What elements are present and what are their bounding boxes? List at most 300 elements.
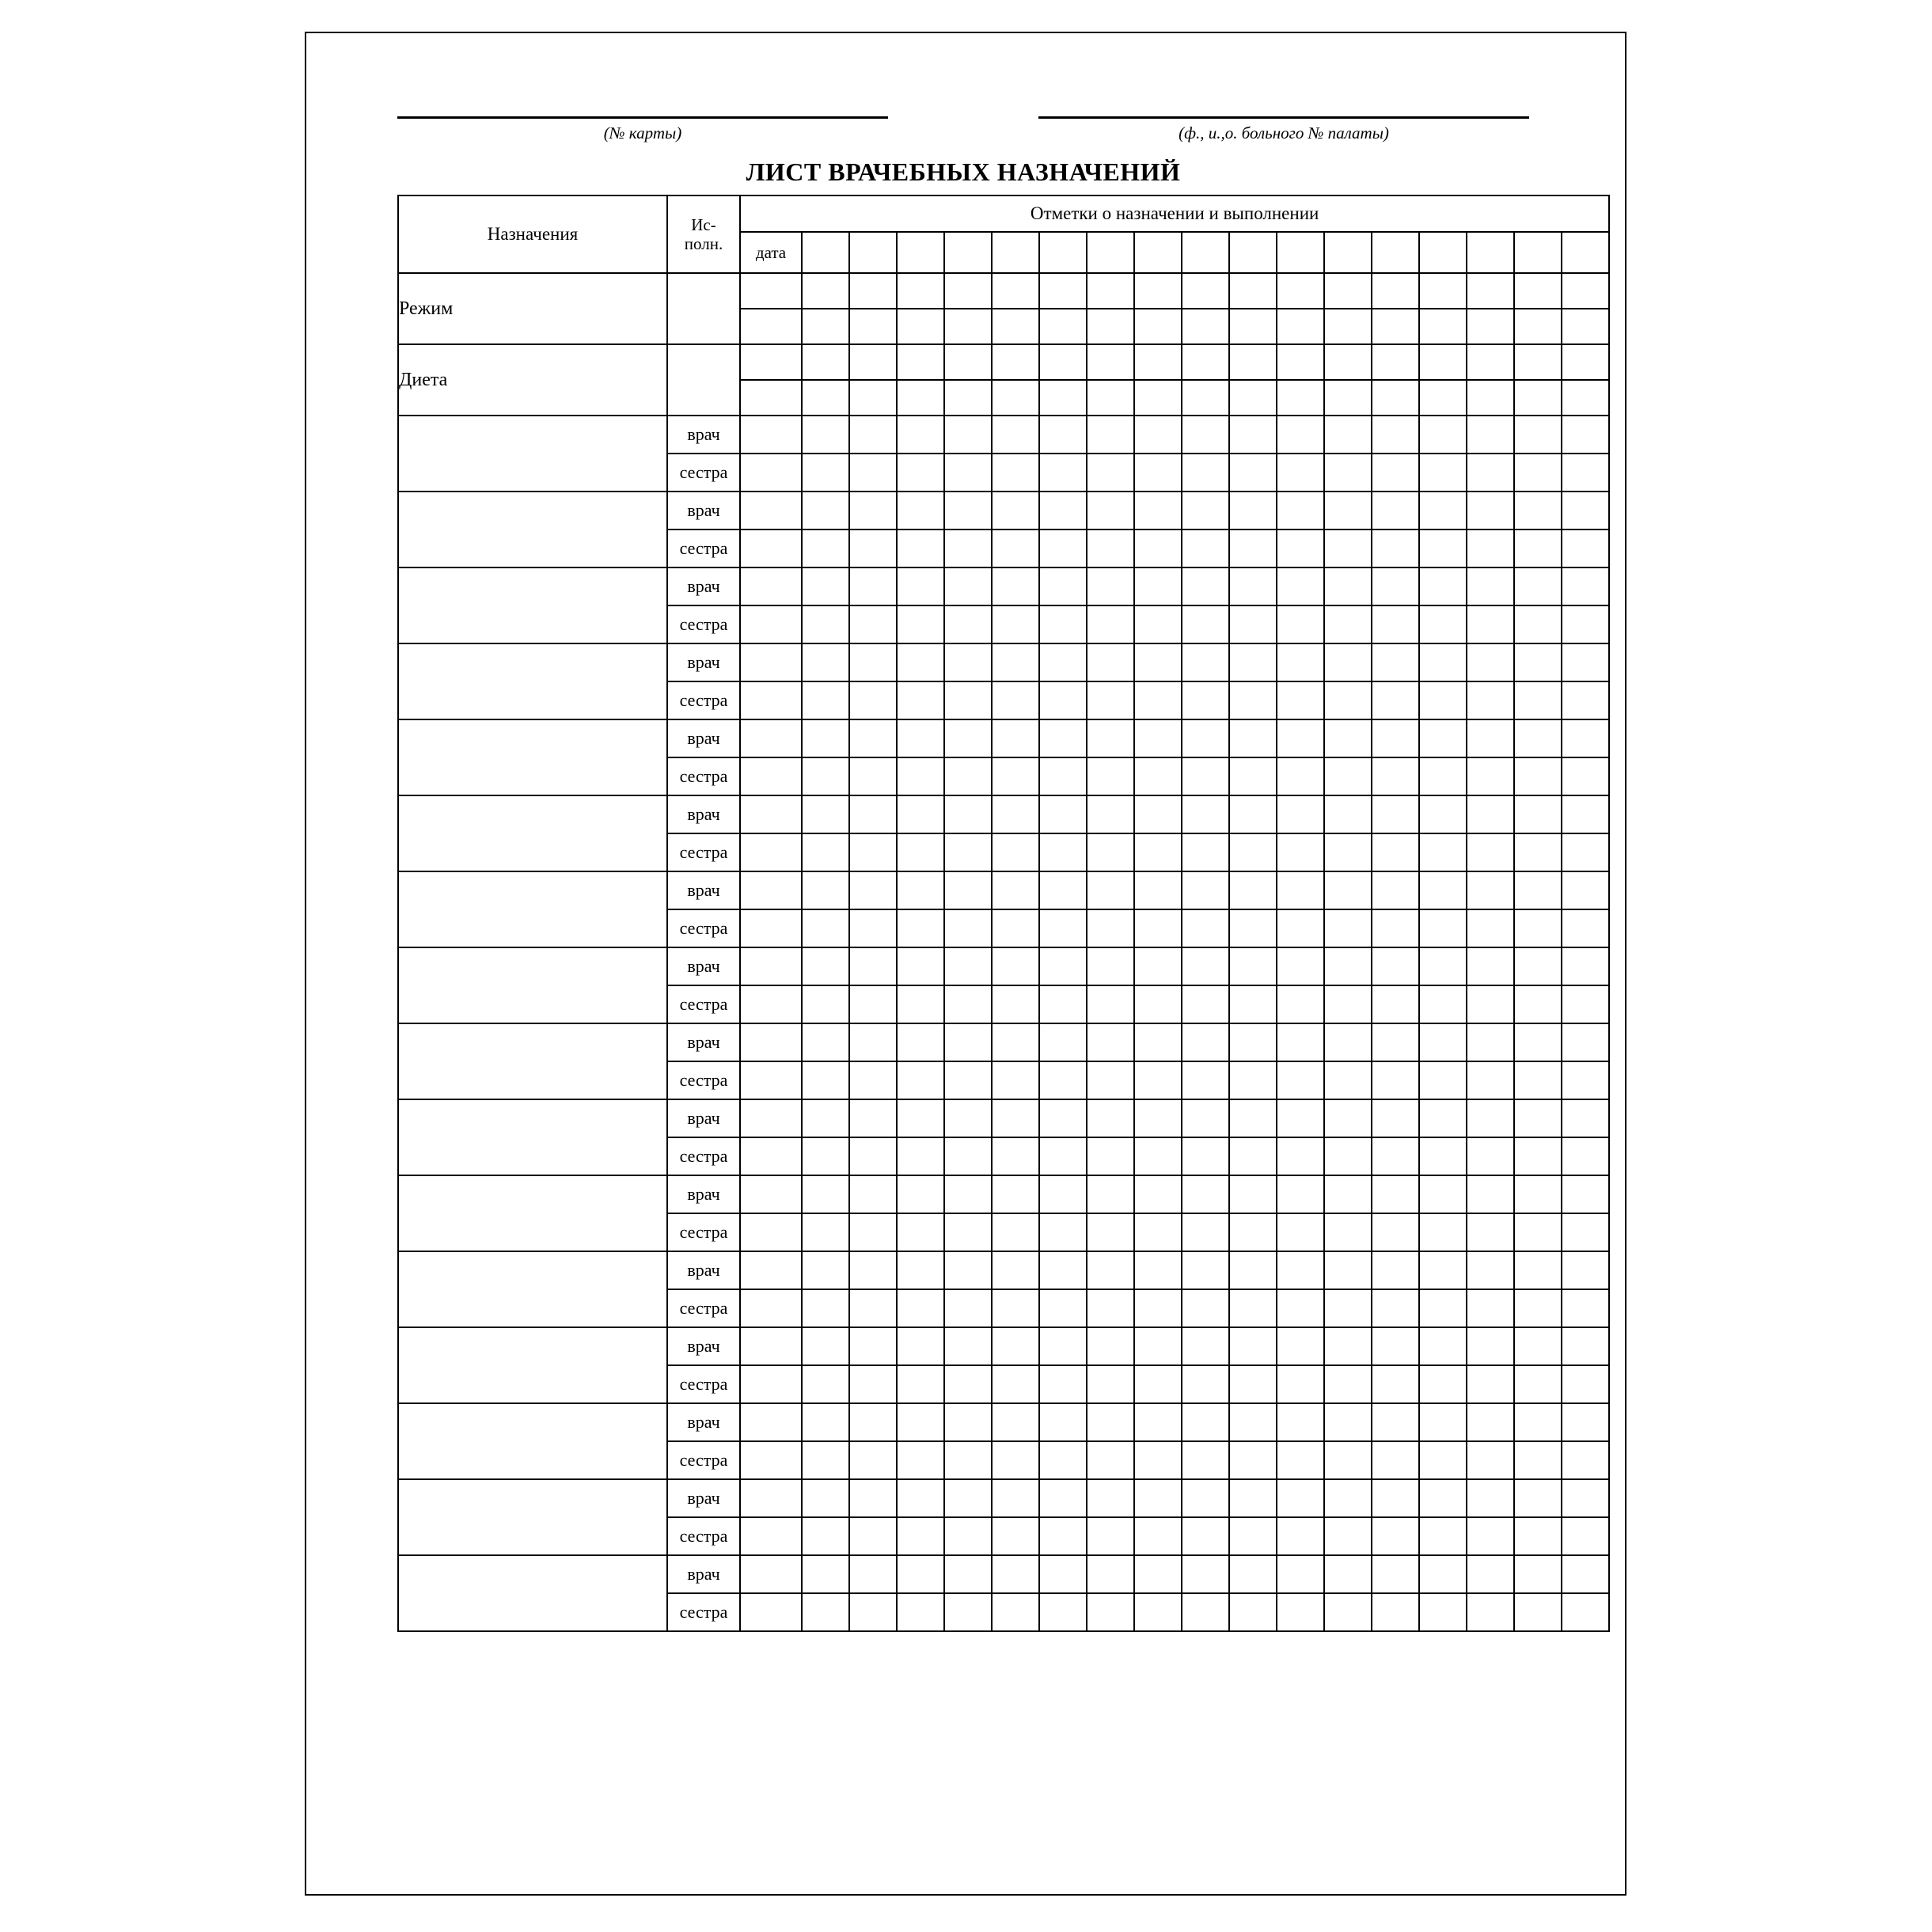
- grid-cell[interactable]: [944, 985, 992, 1023]
- grid-cell[interactable]: [849, 795, 897, 833]
- grid-cell[interactable]: [1134, 1023, 1182, 1061]
- grid-cell[interactable]: [944, 1403, 992, 1441]
- grid-cell[interactable]: [1087, 1327, 1134, 1365]
- prescription-label-cell[interactable]: [398, 947, 667, 985]
- grid-cell[interactable]: [849, 1555, 897, 1593]
- grid-cell[interactable]: [849, 1479, 897, 1517]
- grid-cell[interactable]: [1087, 1365, 1134, 1403]
- grid-cell[interactable]: [802, 529, 849, 567]
- date-cell[interactable]: [740, 1365, 802, 1403]
- grid-cell[interactable]: [992, 795, 1039, 833]
- grid-cell[interactable]: [1277, 273, 1324, 309]
- grid-cell[interactable]: [1039, 833, 1087, 871]
- grid-cell[interactable]: [849, 719, 897, 757]
- grid-cell[interactable]: [897, 1327, 944, 1365]
- grid-cell[interactable]: [992, 1593, 1039, 1631]
- grid-cell[interactable]: [1277, 454, 1324, 492]
- grid-cell[interactable]: [944, 1555, 992, 1593]
- grid-cell[interactable]: [1039, 795, 1087, 833]
- grid-cell[interactable]: [1039, 1099, 1087, 1137]
- grid-cell[interactable]: [1182, 757, 1229, 795]
- prescription-label-cell[interactable]: [398, 1023, 667, 1061]
- card-number-input-line[interactable]: [397, 116, 888, 119]
- prescription-label-cell-continued[interactable]: [398, 1441, 667, 1479]
- grid-cell[interactable]: [1039, 643, 1087, 681]
- grid-cell[interactable]: [1277, 1555, 1324, 1593]
- grid-cell[interactable]: [849, 529, 897, 567]
- prescription-label-cell-continued[interactable]: [398, 1517, 667, 1555]
- grid-cell[interactable]: [1372, 871, 1419, 909]
- date-header-cell[interactable]: [944, 232, 992, 273]
- prescription-label-cell-continued[interactable]: [398, 1137, 667, 1175]
- grid-cell[interactable]: [1134, 871, 1182, 909]
- grid-cell[interactable]: [1372, 1593, 1419, 1631]
- grid-cell[interactable]: [1419, 344, 1467, 380]
- grid-cell[interactable]: [1182, 344, 1229, 380]
- grid-cell[interactable]: [992, 529, 1039, 567]
- ispoln-cell[interactable]: [667, 344, 740, 416]
- grid-cell[interactable]: [944, 1327, 992, 1365]
- grid-cell[interactable]: [1324, 454, 1372, 492]
- grid-cell[interactable]: [1419, 492, 1467, 529]
- grid-cell[interactable]: [1514, 681, 1562, 719]
- grid-cell[interactable]: [1182, 795, 1229, 833]
- grid-cell[interactable]: [1419, 643, 1467, 681]
- grid-cell[interactable]: [1087, 1061, 1134, 1099]
- grid-cell[interactable]: [944, 1593, 992, 1631]
- grid-cell[interactable]: [1562, 1213, 1609, 1251]
- grid-cell[interactable]: [1134, 1555, 1182, 1593]
- grid-cell[interactable]: [849, 1403, 897, 1441]
- date-cell[interactable]: [740, 1517, 802, 1555]
- grid-cell[interactable]: [1324, 719, 1372, 757]
- grid-cell[interactable]: [802, 1023, 849, 1061]
- grid-cell[interactable]: [1324, 871, 1372, 909]
- grid-cell[interactable]: [1467, 947, 1514, 985]
- grid-cell[interactable]: [944, 309, 992, 344]
- grid-cell[interactable]: [1562, 380, 1609, 416]
- grid-cell[interactable]: [1229, 416, 1277, 454]
- grid-cell[interactable]: [802, 1213, 849, 1251]
- grid-cell[interactable]: [1514, 1479, 1562, 1517]
- grid-cell[interactable]: [1372, 454, 1419, 492]
- grid-cell[interactable]: [1229, 1327, 1277, 1365]
- prescription-label-cell[interactable]: [398, 416, 667, 454]
- grid-cell[interactable]: [944, 795, 992, 833]
- grid-cell[interactable]: [1182, 643, 1229, 681]
- grid-cell[interactable]: [1419, 719, 1467, 757]
- grid-cell[interactable]: [1229, 1593, 1277, 1631]
- grid-cell[interactable]: [1134, 380, 1182, 416]
- grid-cell[interactable]: [1372, 1555, 1419, 1593]
- grid-cell[interactable]: [1467, 492, 1514, 529]
- grid-cell[interactable]: [944, 1289, 992, 1327]
- grid-cell[interactable]: [1039, 681, 1087, 719]
- grid-cell[interactable]: [897, 1213, 944, 1251]
- grid-cell[interactable]: [1419, 1479, 1467, 1517]
- date-cell[interactable]: [740, 1593, 802, 1631]
- grid-cell[interactable]: [1134, 795, 1182, 833]
- grid-cell[interactable]: [1182, 719, 1229, 757]
- grid-cell[interactable]: [1134, 273, 1182, 309]
- grid-cell[interactable]: [897, 529, 944, 567]
- grid-cell[interactable]: [992, 1175, 1039, 1213]
- grid-cell[interactable]: [1182, 1517, 1229, 1555]
- grid-cell[interactable]: [1419, 1175, 1467, 1213]
- grid-cell[interactable]: [897, 1479, 944, 1517]
- grid-cell[interactable]: [1562, 909, 1609, 947]
- grid-cell[interactable]: [1419, 380, 1467, 416]
- grid-cell[interactable]: [849, 681, 897, 719]
- grid-cell[interactable]: [1562, 1441, 1609, 1479]
- date-header-cell[interactable]: [1039, 232, 1087, 273]
- prescription-label-cell[interactable]: [398, 719, 667, 757]
- grid-cell[interactable]: [802, 1099, 849, 1137]
- grid-cell[interactable]: [849, 947, 897, 985]
- grid-cell[interactable]: [1182, 309, 1229, 344]
- grid-cell[interactable]: [802, 947, 849, 985]
- prescription-label-cell[interactable]: [398, 1479, 667, 1517]
- grid-cell[interactable]: [992, 1327, 1039, 1365]
- date-header-cell[interactable]: [1182, 232, 1229, 273]
- grid-cell[interactable]: [849, 1593, 897, 1631]
- grid-cell[interactable]: [1562, 1099, 1609, 1137]
- grid-cell[interactable]: [1277, 605, 1324, 643]
- grid-cell[interactable]: [1514, 416, 1562, 454]
- grid-cell[interactable]: [1514, 567, 1562, 605]
- prescription-label-cell-continued[interactable]: [398, 909, 667, 947]
- date-cell[interactable]: [740, 1099, 802, 1137]
- grid-cell[interactable]: [992, 380, 1039, 416]
- grid-cell[interactable]: [1277, 1593, 1324, 1631]
- grid-cell[interactable]: [1562, 529, 1609, 567]
- grid-cell[interactable]: [1467, 643, 1514, 681]
- grid-cell[interactable]: [1467, 1289, 1514, 1327]
- grid-cell[interactable]: [1372, 719, 1419, 757]
- grid-cell[interactable]: [1467, 757, 1514, 795]
- grid-cell[interactable]: [1087, 833, 1134, 871]
- date-header-cell[interactable]: [1087, 232, 1134, 273]
- date-cell[interactable]: [740, 833, 802, 871]
- date-header-cell[interactable]: [1467, 232, 1514, 273]
- grid-cell[interactable]: [1467, 1213, 1514, 1251]
- grid-cell[interactable]: [1467, 344, 1514, 380]
- grid-cell[interactable]: [1324, 1555, 1372, 1593]
- grid-cell[interactable]: [1277, 643, 1324, 681]
- prescription-label-cell[interactable]: [398, 643, 667, 681]
- grid-cell[interactable]: [1277, 1213, 1324, 1251]
- grid-cell[interactable]: [1467, 1441, 1514, 1479]
- grid-cell[interactable]: [1087, 1479, 1134, 1517]
- grid-cell[interactable]: [1562, 1175, 1609, 1213]
- grid-cell[interactable]: [1467, 1327, 1514, 1365]
- grid-cell[interactable]: [1277, 909, 1324, 947]
- grid-cell[interactable]: [1372, 1403, 1419, 1441]
- grid-cell[interactable]: [1562, 567, 1609, 605]
- grid-cell[interactable]: [1514, 380, 1562, 416]
- grid-cell[interactable]: [897, 344, 944, 380]
- prescription-label-cell-continued[interactable]: [398, 454, 667, 492]
- grid-cell[interactable]: [1324, 681, 1372, 719]
- grid-cell[interactable]: [1562, 1251, 1609, 1289]
- grid-cell[interactable]: [1277, 567, 1324, 605]
- grid-cell[interactable]: [992, 871, 1039, 909]
- grid-cell[interactable]: [1087, 1289, 1134, 1327]
- date-cell[interactable]: [740, 1175, 802, 1213]
- grid-cell[interactable]: [1372, 1137, 1419, 1175]
- grid-cell[interactable]: [849, 1099, 897, 1137]
- grid-cell[interactable]: [1372, 380, 1419, 416]
- grid-cell[interactable]: [992, 567, 1039, 605]
- grid-cell[interactable]: [1324, 1441, 1372, 1479]
- grid-cell[interactable]: [1229, 985, 1277, 1023]
- date-cell[interactable]: [740, 344, 802, 380]
- grid-cell[interactable]: [944, 833, 992, 871]
- date-header-cell[interactable]: [1419, 232, 1467, 273]
- grid-cell[interactable]: [1134, 1061, 1182, 1099]
- grid-cell[interactable]: [1562, 1023, 1609, 1061]
- grid-cell[interactable]: [1039, 380, 1087, 416]
- grid-cell[interactable]: [849, 416, 897, 454]
- grid-cell[interactable]: [897, 947, 944, 985]
- grid-cell[interactable]: [1467, 416, 1514, 454]
- date-cell[interactable]: [740, 605, 802, 643]
- grid-cell[interactable]: [1277, 1137, 1324, 1175]
- grid-cell[interactable]: [1562, 643, 1609, 681]
- grid-cell[interactable]: [944, 1251, 992, 1289]
- grid-cell[interactable]: [1562, 273, 1609, 309]
- grid-cell[interactable]: [944, 1365, 992, 1403]
- grid-cell[interactable]: [944, 1479, 992, 1517]
- grid-cell[interactable]: [897, 909, 944, 947]
- grid-cell[interactable]: [992, 416, 1039, 454]
- grid-cell[interactable]: [1514, 605, 1562, 643]
- grid-cell[interactable]: [1277, 947, 1324, 985]
- grid-cell[interactable]: [1324, 605, 1372, 643]
- grid-cell[interactable]: [1134, 416, 1182, 454]
- grid-cell[interactable]: [1134, 909, 1182, 947]
- grid-cell[interactable]: [897, 1289, 944, 1327]
- grid-cell[interactable]: [1324, 1175, 1372, 1213]
- grid-cell[interactable]: [1324, 344, 1372, 380]
- grid-cell[interactable]: [1229, 643, 1277, 681]
- grid-cell[interactable]: [1467, 909, 1514, 947]
- grid-cell[interactable]: [1324, 795, 1372, 833]
- patient-name-input-line[interactable]: [1038, 116, 1529, 119]
- grid-cell[interactable]: [1467, 605, 1514, 643]
- grid-cell[interactable]: [1372, 985, 1419, 1023]
- grid-cell[interactable]: [1039, 1175, 1087, 1213]
- grid-cell[interactable]: [1514, 1061, 1562, 1099]
- grid-cell[interactable]: [1229, 833, 1277, 871]
- grid-cell[interactable]: [1277, 1365, 1324, 1403]
- grid-cell[interactable]: [1372, 529, 1419, 567]
- grid-cell[interactable]: [1562, 1403, 1609, 1441]
- grid-cell[interactable]: [992, 1099, 1039, 1137]
- grid-cell[interactable]: [1324, 947, 1372, 985]
- grid-cell[interactable]: [1419, 273, 1467, 309]
- grid-cell[interactable]: [944, 681, 992, 719]
- grid-cell[interactable]: [802, 1061, 849, 1099]
- date-header-cell[interactable]: [897, 232, 944, 273]
- grid-cell[interactable]: [1419, 1099, 1467, 1137]
- grid-cell[interactable]: [1039, 719, 1087, 757]
- grid-cell[interactable]: [1134, 567, 1182, 605]
- grid-cell[interactable]: [1562, 1365, 1609, 1403]
- grid-cell[interactable]: [1419, 1289, 1467, 1327]
- grid-cell[interactable]: [1182, 1213, 1229, 1251]
- grid-cell[interactable]: [992, 1061, 1039, 1099]
- grid-cell[interactable]: [1562, 344, 1609, 380]
- grid-cell[interactable]: [1277, 1175, 1324, 1213]
- grid-cell[interactable]: [802, 1175, 849, 1213]
- grid-cell[interactable]: [897, 1175, 944, 1213]
- grid-cell[interactable]: [1514, 643, 1562, 681]
- grid-cell[interactable]: [1372, 344, 1419, 380]
- grid-cell[interactable]: [1087, 1403, 1134, 1441]
- grid-cell[interactable]: [1514, 344, 1562, 380]
- grid-cell[interactable]: [992, 309, 1039, 344]
- grid-cell[interactable]: [1182, 1137, 1229, 1175]
- prescription-label-cell-continued[interactable]: [398, 1289, 667, 1327]
- grid-cell[interactable]: [1467, 719, 1514, 757]
- grid-cell[interactable]: [1087, 529, 1134, 567]
- grid-cell[interactable]: [1372, 681, 1419, 719]
- grid-cell[interactable]: [1514, 1099, 1562, 1137]
- grid-cell[interactable]: [1562, 947, 1609, 985]
- grid-cell[interactable]: [1182, 529, 1229, 567]
- grid-cell[interactable]: [1372, 309, 1419, 344]
- grid-cell[interactable]: [1039, 344, 1087, 380]
- grid-cell[interactable]: [1229, 344, 1277, 380]
- grid-cell[interactable]: [802, 1251, 849, 1289]
- date-cell[interactable]: [740, 947, 802, 985]
- grid-cell[interactable]: [1277, 529, 1324, 567]
- grid-cell[interactable]: [897, 1251, 944, 1289]
- grid-cell[interactable]: [944, 1441, 992, 1479]
- grid-cell[interactable]: [1039, 1441, 1087, 1479]
- grid-cell[interactable]: [802, 795, 849, 833]
- grid-cell[interactable]: [1324, 985, 1372, 1023]
- grid-cell[interactable]: [944, 1137, 992, 1175]
- grid-cell[interactable]: [1229, 1479, 1277, 1517]
- grid-cell[interactable]: [1182, 1099, 1229, 1137]
- grid-cell[interactable]: [1419, 1365, 1467, 1403]
- grid-cell[interactable]: [1039, 1213, 1087, 1251]
- grid-cell[interactable]: [944, 757, 992, 795]
- grid-cell[interactable]: [1229, 605, 1277, 643]
- grid-cell[interactable]: [849, 567, 897, 605]
- date-cell[interactable]: [740, 719, 802, 757]
- grid-cell[interactable]: [1419, 909, 1467, 947]
- prescription-label-cell[interactable]: [398, 1403, 667, 1441]
- date-cell[interactable]: [740, 529, 802, 567]
- grid-cell[interactable]: [1372, 1175, 1419, 1213]
- grid-cell[interactable]: [1229, 871, 1277, 909]
- grid-cell[interactable]: [992, 681, 1039, 719]
- grid-cell[interactable]: [1514, 1137, 1562, 1175]
- grid-cell[interactable]: [1134, 1327, 1182, 1365]
- grid-cell[interactable]: [1419, 605, 1467, 643]
- grid-cell[interactable]: [849, 380, 897, 416]
- grid-cell[interactable]: [1229, 1517, 1277, 1555]
- grid-cell[interactable]: [992, 344, 1039, 380]
- grid-cell[interactable]: [1229, 1555, 1277, 1593]
- grid-cell[interactable]: [1372, 1251, 1419, 1289]
- grid-cell[interactable]: [1419, 1403, 1467, 1441]
- grid-cell[interactable]: [897, 1061, 944, 1099]
- grid-cell[interactable]: [802, 1327, 849, 1365]
- grid-cell[interactable]: [1467, 567, 1514, 605]
- grid-cell[interactable]: [802, 1403, 849, 1441]
- grid-cell[interactable]: [1467, 795, 1514, 833]
- grid-cell[interactable]: [1324, 1327, 1372, 1365]
- grid-cell[interactable]: [1229, 1099, 1277, 1137]
- grid-cell[interactable]: [1087, 643, 1134, 681]
- grid-cell[interactable]: [1039, 416, 1087, 454]
- grid-cell[interactable]: [944, 567, 992, 605]
- grid-cell[interactable]: [1372, 643, 1419, 681]
- grid-cell[interactable]: [897, 492, 944, 529]
- grid-cell[interactable]: [802, 757, 849, 795]
- prescription-label-cell[interactable]: [398, 492, 667, 529]
- grid-cell[interactable]: [992, 985, 1039, 1023]
- grid-cell[interactable]: [1562, 1137, 1609, 1175]
- grid-cell[interactable]: [1514, 1251, 1562, 1289]
- grid-cell[interactable]: [1324, 273, 1372, 309]
- date-cell[interactable]: [740, 909, 802, 947]
- grid-cell[interactable]: [1182, 605, 1229, 643]
- grid-cell[interactable]: [944, 871, 992, 909]
- grid-cell[interactable]: [1562, 757, 1609, 795]
- grid-cell[interactable]: [1514, 1213, 1562, 1251]
- grid-cell[interactable]: [1514, 1365, 1562, 1403]
- grid-cell[interactable]: [1039, 1061, 1087, 1099]
- grid-cell[interactable]: [1562, 871, 1609, 909]
- grid-cell[interactable]: [1039, 567, 1087, 605]
- grid-cell[interactable]: [1324, 1593, 1372, 1631]
- grid-cell[interactable]: [992, 757, 1039, 795]
- grid-cell[interactable]: [897, 273, 944, 309]
- grid-cell[interactable]: [1134, 643, 1182, 681]
- grid-cell[interactable]: [897, 309, 944, 344]
- date-header-cell[interactable]: [1324, 232, 1372, 273]
- grid-cell[interactable]: [1134, 1479, 1182, 1517]
- grid-cell[interactable]: [1467, 1061, 1514, 1099]
- date-cell[interactable]: [740, 681, 802, 719]
- grid-cell[interactable]: [1134, 1517, 1182, 1555]
- grid-cell[interactable]: [1277, 719, 1324, 757]
- grid-cell[interactable]: [1419, 1327, 1467, 1365]
- grid-cell[interactable]: [1419, 1023, 1467, 1061]
- prescription-label-cell[interactable]: [398, 1175, 667, 1213]
- grid-cell[interactable]: [1229, 1061, 1277, 1099]
- grid-cell[interactable]: [1277, 344, 1324, 380]
- grid-cell[interactable]: [944, 947, 992, 985]
- grid-cell[interactable]: [802, 605, 849, 643]
- grid-cell[interactable]: [1039, 947, 1087, 985]
- grid-cell[interactable]: [897, 380, 944, 416]
- grid-cell[interactable]: [897, 681, 944, 719]
- grid-cell[interactable]: [1229, 757, 1277, 795]
- grid-cell[interactable]: [1087, 947, 1134, 985]
- grid-cell[interactable]: [1419, 1061, 1467, 1099]
- grid-cell[interactable]: [1087, 416, 1134, 454]
- grid-cell[interactable]: [897, 871, 944, 909]
- grid-cell[interactable]: [1134, 1365, 1182, 1403]
- grid-cell[interactable]: [944, 273, 992, 309]
- date-cell[interactable]: [740, 380, 802, 416]
